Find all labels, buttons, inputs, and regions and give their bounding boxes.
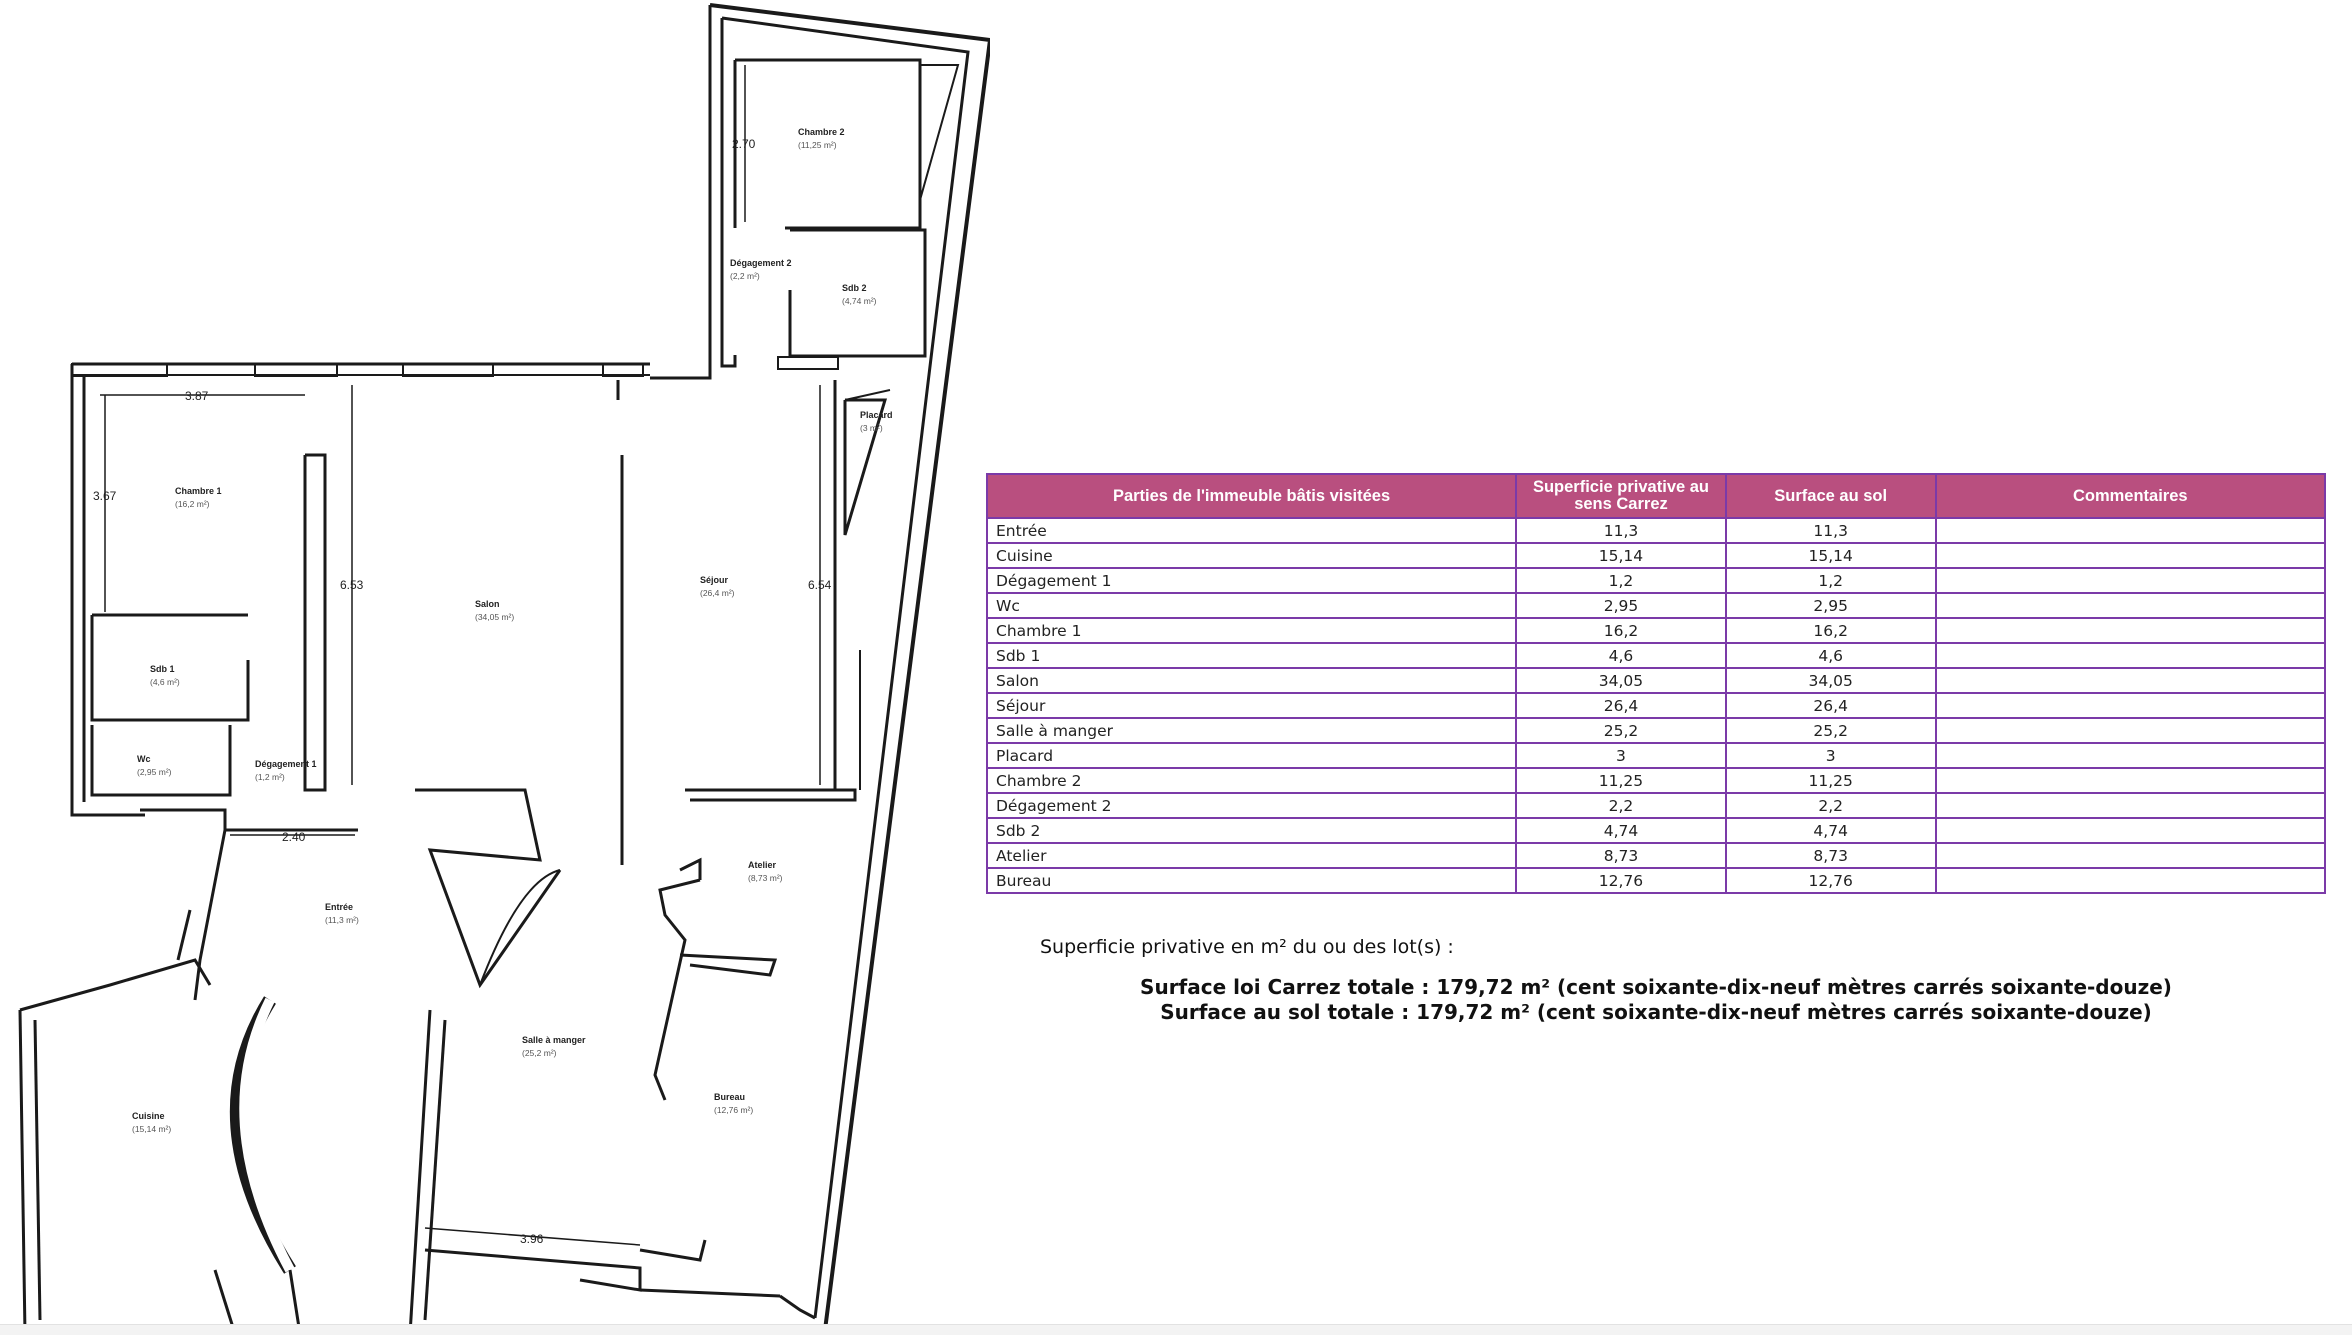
table-row bbox=[987, 843, 2325, 868]
cell-sol: 8,73 bbox=[1726, 843, 1936, 868]
header-comments: Commentaires bbox=[1936, 474, 2325, 518]
cell-sol: 3 bbox=[1726, 743, 1936, 768]
cell-comment bbox=[1936, 618, 2325, 643]
summary-label: Superficie privative en m² du ou des lot(s) : bbox=[1040, 936, 1454, 958]
cell-carrez: 11,3 bbox=[1516, 518, 1726, 543]
room-salle-area: (25,2 m²) bbox=[522, 1048, 557, 1058]
bottom-bar bbox=[0, 1324, 2352, 1335]
floor-plan bbox=[0, 0, 990, 1334]
table-row bbox=[987, 818, 2325, 843]
cell-carrez: 8,73 bbox=[1516, 843, 1726, 868]
cell-part: Chambre 1 bbox=[987, 618, 1516, 643]
dim-chambre1-width: 3.87 bbox=[185, 389, 209, 403]
room-cuisine-area: (15,14 m²) bbox=[132, 1124, 172, 1134]
cell-comment bbox=[1936, 593, 2325, 618]
room-chambre2-area: (11,25 m²) bbox=[798, 140, 837, 150]
table-row bbox=[987, 868, 2325, 893]
room-degagement1-area: (1,2 m²) bbox=[255, 772, 285, 782]
header-carrez-line2: sens Carrez bbox=[1574, 495, 1668, 513]
cell-part: Dégagement 2 bbox=[987, 793, 1516, 818]
cell-carrez: 16,2 bbox=[1516, 618, 1726, 643]
cell-sol: 25,2 bbox=[1726, 718, 1936, 743]
header-carrez-line1: Superficie privative au bbox=[1532, 478, 1710, 496]
room-placard-area: (3 m²) bbox=[860, 423, 883, 433]
room-bureau-area: (12,76 m²) bbox=[714, 1105, 754, 1115]
cell-part: Salon bbox=[987, 668, 1516, 693]
room-degagement1-name: Dégagement 1 bbox=[255, 759, 317, 769]
room-entree-area: (11,3 m²) bbox=[325, 915, 359, 925]
room-sejour-name: Séjour bbox=[700, 575, 729, 585]
room-sdb1-name: Sdb 1 bbox=[150, 664, 175, 674]
cell-comment bbox=[1936, 843, 2325, 868]
room-cuisine-name: Cuisine bbox=[132, 1111, 165, 1121]
dim-chambre1-height: 3.67 bbox=[93, 489, 117, 503]
room-sdb2-name: Sdb 2 bbox=[842, 283, 867, 293]
cell-sol: 12,76 bbox=[1726, 868, 1936, 893]
room-degagement2-name: Dégagement 2 bbox=[730, 258, 792, 268]
cell-comment bbox=[1936, 868, 2325, 893]
room-sdb1-area: (4,6 m²) bbox=[150, 677, 180, 687]
surface-table bbox=[986, 473, 2326, 894]
dim-salon-height: 6.53 bbox=[340, 578, 364, 592]
cell-carrez: 11,25 bbox=[1516, 768, 1726, 793]
table-row bbox=[987, 718, 2325, 743]
room-wc-name: Wc bbox=[137, 754, 151, 764]
cell-part: Cuisine bbox=[987, 543, 1516, 568]
table-row bbox=[987, 643, 2325, 668]
cell-comment bbox=[1936, 693, 2325, 718]
header-parts: Parties de l'immeuble bâtis visitées bbox=[987, 474, 1516, 518]
cell-sol: 26,4 bbox=[1726, 693, 1936, 718]
table-row bbox=[987, 793, 2325, 818]
cell-comment bbox=[1936, 793, 2325, 818]
summary-sol-total: Surface au sol totale : 179,72 m² (cent soixante-dix-neuf mètres carrés soixante-douze) bbox=[1160, 1000, 2152, 1024]
table-row bbox=[987, 518, 2325, 543]
surface-table-container bbox=[986, 473, 2326, 894]
cell-sol: 4,74 bbox=[1726, 818, 1936, 843]
cell-carrez: 2,2 bbox=[1516, 793, 1726, 818]
table-row bbox=[987, 543, 2325, 568]
cell-comment bbox=[1936, 643, 2325, 668]
cell-carrez: 25,2 bbox=[1516, 718, 1726, 743]
cell-sol: 1,2 bbox=[1726, 568, 1936, 593]
cell-comment bbox=[1936, 743, 2325, 768]
room-salle-name: Salle à manger bbox=[522, 1035, 586, 1045]
cell-sol: 16,2 bbox=[1726, 618, 1936, 643]
room-bureau-name: Bureau bbox=[714, 1092, 746, 1102]
cell-part: Dégagement 1 bbox=[987, 568, 1516, 593]
room-chambre1-name: Chambre 1 bbox=[175, 486, 222, 496]
cell-part: Sdb 1 bbox=[987, 643, 1516, 668]
cell-sol: 2,2 bbox=[1726, 793, 1936, 818]
cell-sol: 11,25 bbox=[1726, 768, 1936, 793]
dim-sejour-height: 6.54 bbox=[808, 578, 832, 592]
cell-carrez: 15,14 bbox=[1516, 543, 1726, 568]
cell-comment bbox=[1936, 668, 2325, 693]
cell-part: Chambre 2 bbox=[987, 768, 1516, 793]
table-row bbox=[987, 693, 2325, 718]
room-atelier-area: (8,73 m²) bbox=[748, 873, 783, 883]
summary-carrez-total: Surface loi Carrez totale : 179,72 m² (cent soixante-dix-neuf mètres carrés soixante-douze) bbox=[1140, 975, 2172, 999]
room-salon-name: Salon bbox=[475, 599, 500, 609]
cell-part: Bureau bbox=[987, 868, 1516, 893]
room-sejour-area: (26,4 m²) bbox=[700, 588, 735, 598]
cell-comment bbox=[1936, 768, 2325, 793]
dim-salle-width: 3.96 bbox=[520, 1232, 544, 1246]
dim-entree-width: 2.40 bbox=[282, 830, 306, 844]
cell-carrez: 26,4 bbox=[1516, 693, 1726, 718]
cell-part: Wc bbox=[987, 593, 1516, 618]
cell-carrez: 12,76 bbox=[1516, 868, 1726, 893]
table-row bbox=[987, 568, 2325, 593]
room-chambre1-area: (16,2 m²) bbox=[175, 499, 210, 509]
cell-carrez: 4,6 bbox=[1516, 643, 1726, 668]
room-degagement2-area: (2,2 m²) bbox=[730, 271, 760, 281]
cell-carrez: 1,2 bbox=[1516, 568, 1726, 593]
room-atelier-name: Atelier bbox=[748, 860, 777, 870]
room-salon-area: (34,05 m²) bbox=[475, 612, 515, 622]
cell-sol: 34,05 bbox=[1726, 668, 1936, 693]
room-chambre2-name: Chambre 2 bbox=[798, 127, 845, 137]
dim-chambre2-height: 2.70 bbox=[732, 137, 756, 151]
cell-sol: 4,6 bbox=[1726, 643, 1936, 668]
header-carrez bbox=[1516, 474, 1726, 518]
cell-carrez: 3 bbox=[1516, 743, 1726, 768]
cell-comment bbox=[1936, 718, 2325, 743]
cell-carrez: 34,05 bbox=[1516, 668, 1726, 693]
cell-carrez: 4,74 bbox=[1516, 818, 1726, 843]
cell-part: Sdb 2 bbox=[987, 818, 1516, 843]
cell-sol: 2,95 bbox=[1726, 593, 1936, 618]
header-sol: Surface au sol bbox=[1726, 474, 1936, 518]
table-row bbox=[987, 743, 2325, 768]
cell-sol: 11,3 bbox=[1726, 518, 1936, 543]
cell-part: Entrée bbox=[987, 518, 1516, 543]
cell-comment bbox=[1936, 568, 2325, 593]
room-wc-area: (2,95 m²) bbox=[137, 767, 172, 777]
cell-comment bbox=[1936, 818, 2325, 843]
cell-part: Séjour bbox=[987, 693, 1516, 718]
cell-comment bbox=[1936, 543, 2325, 568]
table-row bbox=[987, 618, 2325, 643]
table-row bbox=[987, 593, 2325, 618]
cell-part: Atelier bbox=[987, 843, 1516, 868]
cell-part: Placard bbox=[987, 743, 1516, 768]
room-sdb2-area: (4,74 m²) bbox=[842, 296, 877, 306]
cell-carrez: 2,95 bbox=[1516, 593, 1726, 618]
table-row bbox=[987, 768, 2325, 793]
cell-sol: 15,14 bbox=[1726, 543, 1936, 568]
room-entree-name: Entrée bbox=[325, 902, 354, 912]
room-placard-name: Placard bbox=[860, 410, 893, 420]
table-row bbox=[987, 668, 2325, 693]
cell-comment bbox=[1936, 518, 2325, 543]
cell-part: Salle à manger bbox=[987, 718, 1516, 743]
table-header-row bbox=[987, 474, 2325, 518]
